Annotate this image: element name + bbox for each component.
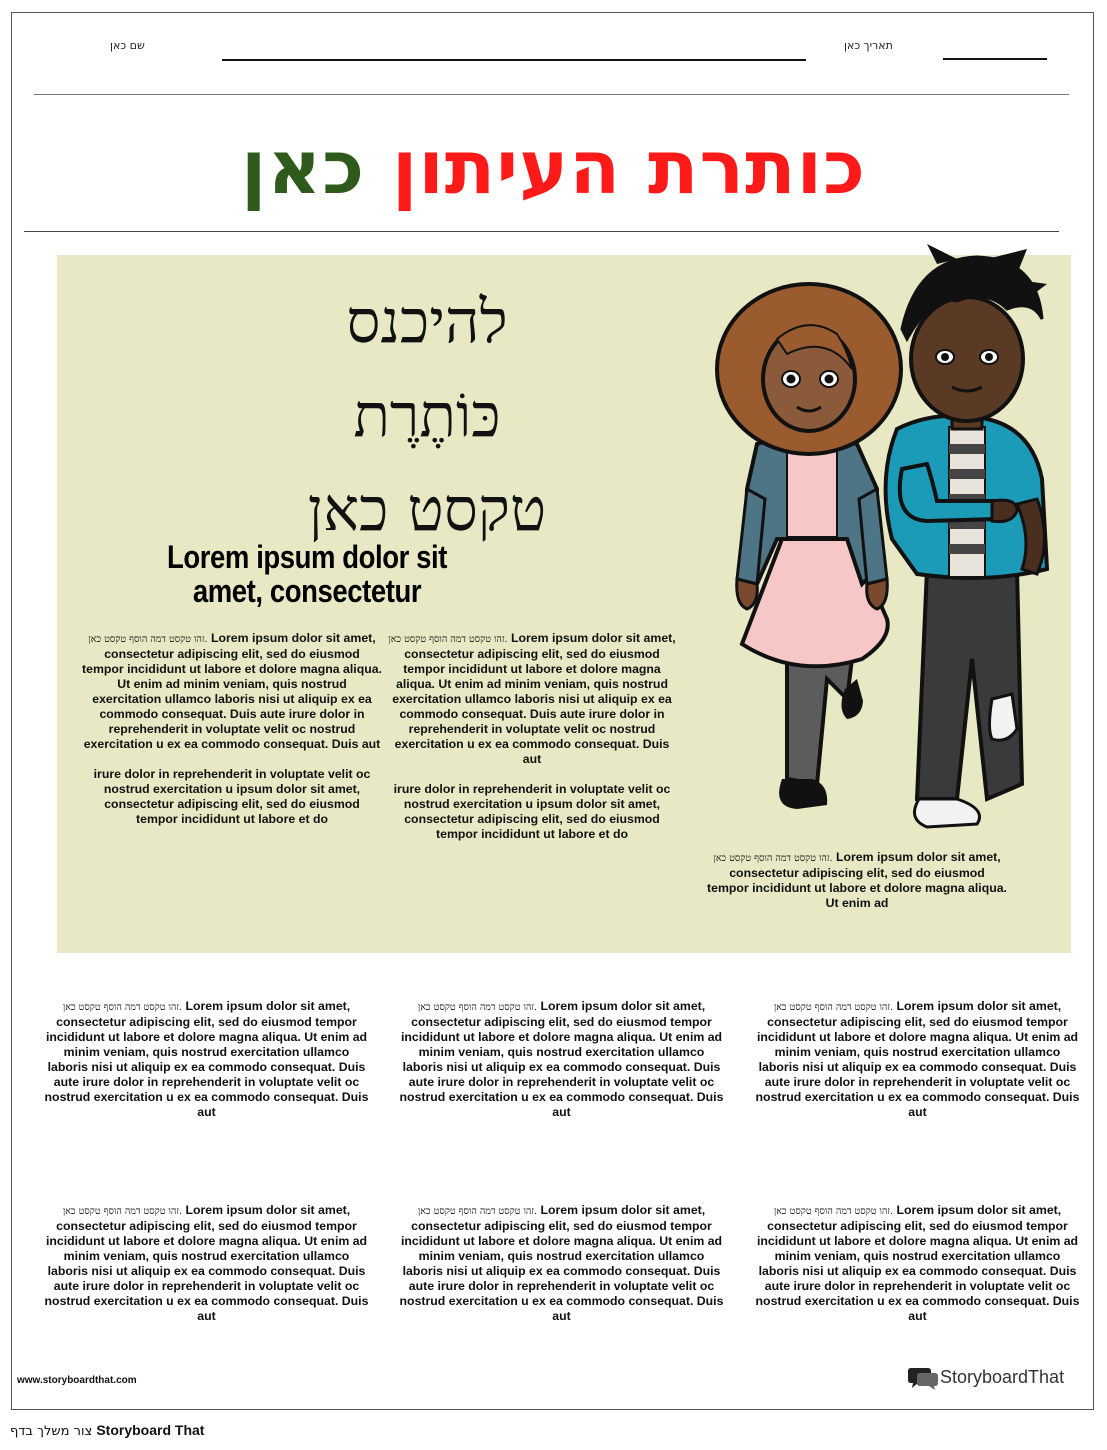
- feature-heading-line-3: טקסט כאן: [307, 475, 547, 545]
- article-6: [755, 1203, 1080, 1324]
- footer-url[interactable]: www.storyboardthat.com: [17, 1375, 137, 1386]
- girl-figure: [717, 284, 901, 809]
- name-label: שם כאן: [110, 39, 145, 52]
- date-underline[interactable]: [943, 58, 1047, 60]
- masthead-divider: [24, 231, 1059, 232]
- feature-column-left: [82, 631, 382, 827]
- article-4: [44, 1203, 369, 1324]
- article-text: Lorem ipsum dolor sit amet, consectetur adipiscing elit, sed do eiusmod tempor incididunt ut labore et dolore magna aliqua. Ut enim ad minim veniam, quis nostrud exercitation ullamco laboris nisi ut aliquip ex ea commodo consequat. Duis aute irure dolor in reprehenderit in voluptate velit oc nostrud exercitation u ex ea commodo consequat. Duis aut: [399, 999, 724, 1119]
- heb-prefix: זהו טקסט דמה הוסף טקסט כאן.: [713, 853, 833, 864]
- heb-prefix: זהו טקסט דמה הוסף טקסט כאן.: [417, 1206, 538, 1217]
- kids-illustration: [687, 239, 1087, 839]
- boy-figure: [886, 244, 1047, 827]
- article-5: [399, 1203, 724, 1324]
- column-text: Lorem ipsum dolor sit amet, consectetur adipiscing elit, sed do eiusmod tempor incididunt ut labore et dolore magna aliqua. Ut enim ad minim veniam, quis nostrud exercitation ullamco laboris nisi ut aliquip ex ea commodo consequat. Duis aute irure dolor in reprehenderit in voluptate velit oc nostrud exercitation u ex ea commodo consequat. Duis aut: [392, 631, 676, 766]
- feature-heading-line-2: כּוֹתֶרֶת: [353, 381, 501, 451]
- feature-subheading-line-2: amet, consectetur: [192, 573, 422, 609]
- article-1: [44, 999, 369, 1120]
- heb-prefix: זהו טקסט דמה הוסף טקסט כאן.: [88, 634, 208, 645]
- masthead-title-green: כאן: [241, 125, 366, 211]
- heb-prefix: זהו טקסט דמה הוסף טקסט כאן.: [62, 1206, 183, 1217]
- date-label: תאריך כאן: [844, 39, 893, 52]
- heb-prefix: זהו טקסט דמה הוסף טקסט כאן.: [62, 1002, 183, 1013]
- article-3: [755, 999, 1080, 1120]
- speech-bubble-icon: [908, 1366, 938, 1390]
- article-text: Lorem ipsum dolor sit amet, consectetur adipiscing elit, sed do eiusmod tempor incididunt ut labore et dolore magna aliqua. Ut enim ad minim veniam, quis nostrud exercitation ullamco laboris nisi ut aliquip ex ea commodo consequat. Duis aute irure dolor in reprehenderit in voluptate velit oc nostrud exercitation u ex ea commodo consequat. Duis aut: [755, 1203, 1080, 1323]
- header-divider: [34, 94, 1069, 95]
- brand-name: StoryboardThat: [940, 1367, 1065, 1387]
- article-text: Lorem ipsum dolor sit amet, consectetur adipiscing elit, sed do eiusmod tempor incididunt ut labore et dolore magna aliqua. Ut enim ad minim veniam, quis nostrud exercitation ullamco laboris nisi ut aliquip ex ea commodo consequat. Duis aute irure dolor in reprehenderit in voluptate velit oc nostrud exercitation u ex ea commodo consequat. Duis aut: [399, 1203, 724, 1323]
- name-underline[interactable]: [222, 59, 806, 61]
- feature-big-heading: [227, 275, 627, 557]
- heb-prefix: זהו טקסט דמה הוסף טקסט כאן.: [773, 1002, 894, 1013]
- feature-section: [57, 255, 1071, 953]
- heb-prefix: זהו טקסט דמה הוסף טקסט כאן.: [773, 1206, 894, 1217]
- feature-heading-line-1: להיכנס: [346, 287, 508, 357]
- column-text-2: irure dolor in reprehenderit in voluptate velit oc nostrud exercitation u ipsum dolor sit amet, consectetur adipiscing elit, sed do eiusmod tempor incididunt ut labore et do: [93, 767, 371, 826]
- article-text: Lorem ipsum dolor sit amet, consectetur adipiscing elit, sed do eiusmod tempor incididunt ut labore et dolore magna aliqua. Ut enim ad minim veniam, quis nostrud exercitation ullamco laboris nisi ut aliquip ex ea commodo consequat. Duis aute irure dolor in reprehenderit in voluptate velit oc nostrud exercitation u ex ea commodo consequat. Duis aut: [44, 1203, 369, 1323]
- feature-caption: [707, 850, 1007, 911]
- credit-hebrew: צור משלך בדף: [10, 1424, 93, 1439]
- heb-prefix: זהו טקסט דמה הוסף טקסט כאן.: [388, 634, 508, 645]
- masthead-title-red: כותרת העיתון: [391, 125, 866, 211]
- caption-text: Lorem ipsum dolor sit amet, consectetur adipiscing elit, sed do eiusmod tempor incididunt ut labore et dolore magna aliqua. Ut enim ad: [707, 850, 1007, 910]
- feature-column-right: [385, 631, 679, 842]
- feature-subheading: [144, 540, 471, 608]
- bottom-credit[interactable]: [10, 1422, 204, 1439]
- article-2: [399, 999, 724, 1120]
- newspaper-page: [11, 12, 1094, 1410]
- heb-prefix: זהו טקסט דמה הוסף טקסט כאן.: [417, 1002, 538, 1013]
- masthead-title: [12, 125, 1095, 211]
- credit-brand: Storyboard That: [96, 1422, 205, 1438]
- article-text: Lorem ipsum dolor sit amet, consectetur adipiscing elit, sed do eiusmod tempor incididunt ut labore et dolore magna aliqua. Ut enim ad minim veniam, quis nostrud exercitation ullamco laboris nisi ut aliquip ex ea commodo consequat. Duis aute irure dolor in reprehenderit in voluptate velit oc nostrud exercitation u ex ea commodo consequat. Duis aut: [755, 999, 1080, 1119]
- column-text: Lorem ipsum dolor sit amet, consectetur adipiscing elit, sed do eiusmod tempor incididunt ut labore et dolore magna aliqua. Ut enim ad minim veniam, quis nostrud exercitation ullamco laboris nisi ut aliquip ex ea commodo consequat. Duis aute irure dolor in reprehenderit in voluptate velit oc nostrud exercitation u ex ea commodo consequat. Duis aut: [82, 631, 382, 751]
- column-text-2: irure dolor in reprehenderit in voluptate velit oc nostrud exercitation u ipsum dolor sit amet, consectetur adipiscing elit, sed do eiusmod tempor incididunt ut labore et do: [393, 782, 671, 841]
- storyboardthat-logo[interactable]: [908, 1364, 1078, 1394]
- feature-subheading-line-1: Lorem ipsum dolor sit: [167, 539, 447, 575]
- article-text: Lorem ipsum dolor sit amet, consectetur adipiscing elit, sed do eiusmod tempor incididunt ut labore et dolore magna aliqua. Ut enim ad minim veniam, quis nostrud exercitation ullamco laboris nisi ut aliquip ex ea commodo consequat. Duis aute irure dolor in reprehenderit in voluptate velit oc nostrud exercitation u ex ea commodo consequat. Duis aut: [44, 999, 369, 1119]
